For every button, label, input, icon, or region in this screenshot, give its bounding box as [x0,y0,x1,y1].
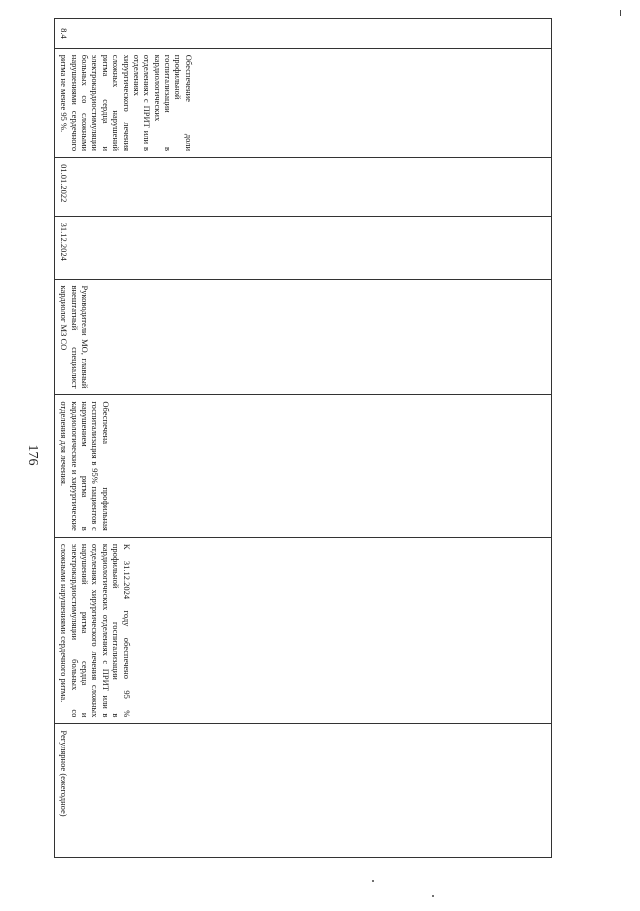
scan-speck [372,880,374,882]
end-date-text: 31.12.2024 [59,222,70,261]
cell-num [55,19,552,49]
plan-table [54,18,552,858]
type-text: Регулярное (ежегодное) [59,730,70,817]
indicator-text: К 31.12.2024 году обеспечено 95 % профильной госпитализации в кардиологических отделениях с ПРИТ или в отделениях хирургического лечения сложных нарушений ритма сердца и электрокардиостимуляции больных со сложными нарушениями сердечного ритма. [59,543,132,718]
description-text: Обеспечение доли профильной госпитализации в кардиологических отделениях с ПРИТ или в отделениях хирургического лечения сложных нарушений ритма сердца и электрокардиостимуляции больных со сложными нарушениями сердечного ритма не менее 95 %. [59,54,194,152]
scan-speck [432,895,434,897]
cell-end-date [55,216,552,279]
start-date-text: 01.01.2022 [59,164,70,203]
table-row [55,19,552,858]
cell-result [55,395,552,537]
row-number: 8.4 [59,28,70,39]
cell-description [55,48,552,157]
scan-speck [620,10,621,16]
rotated-table-wrapper [54,18,552,858]
cell-responsible [55,279,552,395]
result-text: Обеспечена профильная госпитализация в 95% пациентов с нарушением ритма в кардиологические и хирургические отделения для лечения. [59,401,111,531]
cell-type [55,724,552,858]
page-number: 176 [25,444,40,466]
responsible-text: Руководители МО, главный внештатный специалист кардиолог МЗ СО [59,285,91,389]
cell-indicator [55,537,552,724]
cell-start-date [55,158,552,217]
